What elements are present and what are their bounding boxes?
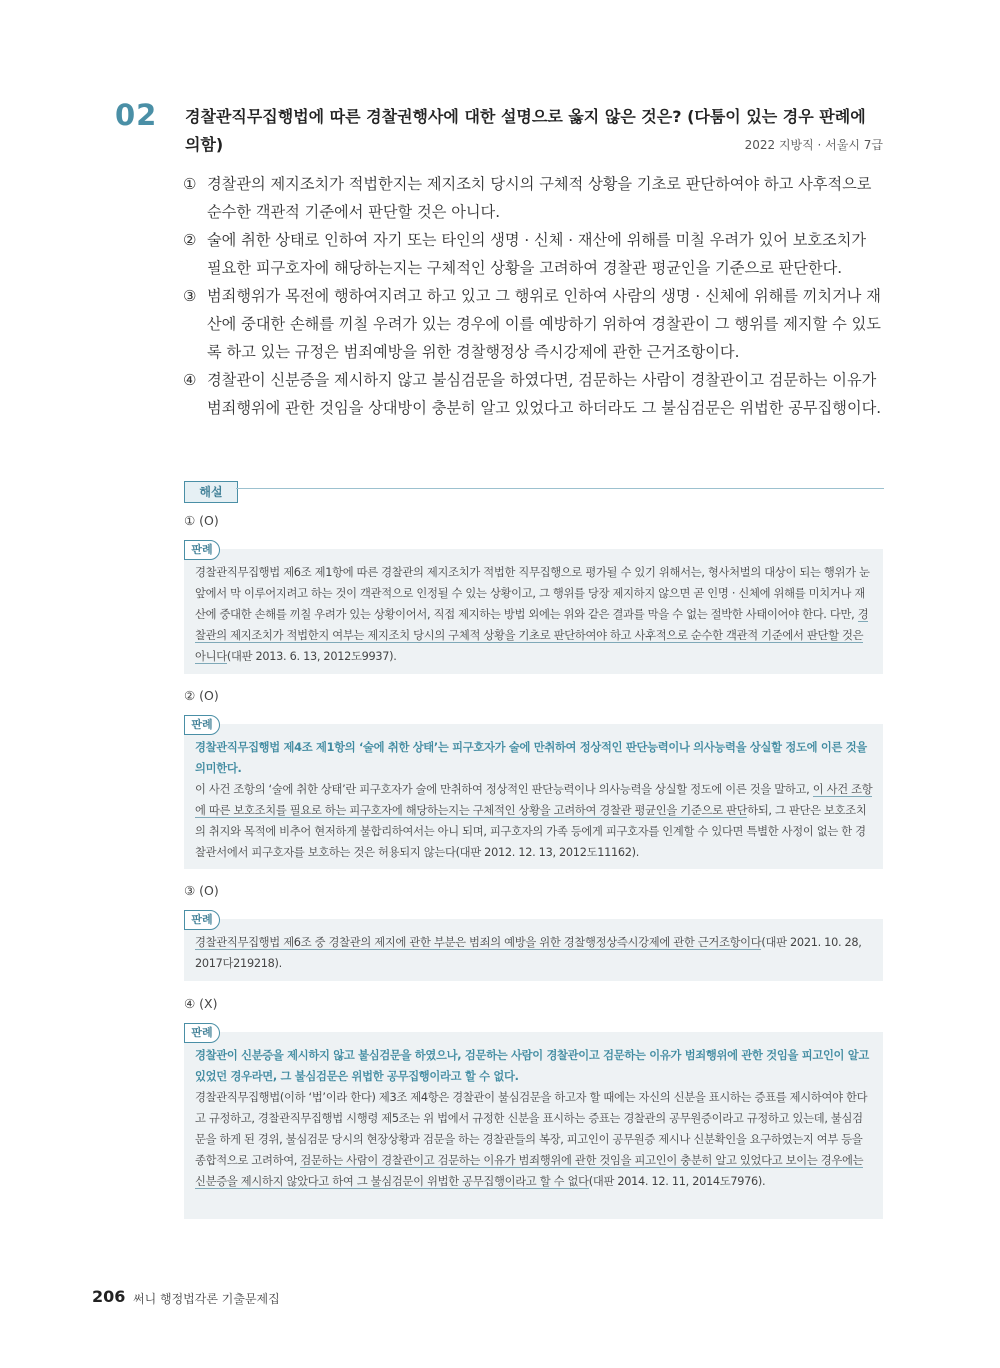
option-text: 술에 취한 상태로 인하여 자기 또는 타인의 생명 · 신체 · 재산에 위해를 미칠 우려가 있어 보호조치가 필요한 피구호자에 해당하는지는 구체적인 상황을 고려하여 경찰관 평균인을 기준으로 판단한다. bbox=[207, 231, 867, 277]
question-source: 2022 지방직 · 서울시 7급 bbox=[744, 138, 883, 152]
case-highlight: 경찰관직무집행법 제4조 제1항의 ‘술에 취한 상태’는 피구호자가 술에 만취하여 정상적인 판단능력이나 의사능력을 상실할 정도에 이른 것을 의미한다. bbox=[195, 741, 867, 775]
case-box-2 bbox=[184, 724, 883, 869]
option-number: ② bbox=[183, 231, 197, 249]
option-3 bbox=[183, 282, 885, 366]
book-title: 써니 행정법각론 기출문제집 bbox=[133, 1292, 280, 1306]
case-text bbox=[195, 562, 873, 667]
page-number: 206 bbox=[92, 1287, 126, 1306]
case-text bbox=[195, 1087, 873, 1192]
case-underline: 경찰관의 제지조치가 적법한지 여부는 제지조치 당시의 구체적 상황을 기초로 판단하여야 하고 사후적으로 순수한 객관적 기준에서 판단할 것은 아니다 bbox=[195, 608, 869, 663]
case-underline: 경찰관직무집행법 제6조 중 경찰관의 제지에 관한 부분은 범죄의 예방을 위한 경찰행정상즉시강제에 관한 근거조항이다 bbox=[195, 936, 762, 949]
case-plain: 이 사건 조항의 ‘술에 취한 상태’란 피구호자가 술에 만취하여 정상적인 판단능력이나 의사능력을 상실할 정도에 이른 것을 말하고, bbox=[195, 783, 813, 796]
case-citation: (대판 2021. 10. 28, 2017다219218). bbox=[195, 936, 862, 970]
case-tag: 판례 bbox=[184, 715, 220, 735]
case-box-4 bbox=[184, 1032, 883, 1219]
case-citation: (대판 2012. 12. 13, 2012도11162). bbox=[455, 846, 640, 859]
case-plain: 경찰관직무집행법(이하 ‘법’이라 한다) 제3조 제4항은 경찰관이 불심검문을 하고자 할 때에는 자신의 신분을 표시하는 증표를 제시하여야 한다고 규정하고, 경찰관직무집행법 시행령 제5조는 위 법에서 규정한 신분을 표시하는 증표는 경찰관의 공무원증이라고 규정하고 있는데, 불심검문을 하게 된 경위, 불심검문 당시의 현장상황과 검문을 하는 경찰관들의 복장, 피고인이 공무원증 제시나 신분확인을 요구하였는지 여부 등을 종합적으로 고려하여, bbox=[195, 1091, 868, 1167]
divider bbox=[236, 488, 884, 489]
option-text: 범죄행위가 목전에 행하여지려고 하고 있고 그 행위로 인하여 사람의 생명 · 신체에 위해를 끼치거나 재산에 중대한 손해를 끼칠 우려가 있는 경우에 이를 예방하기 위하여 경찰관이 그 행위를 제지할 수 있도록 하고 있는 규정은 범죄예방을 위한 경찰행정상 즉시강제에 관한 근거조항이다. bbox=[207, 287, 881, 361]
case-text bbox=[195, 779, 873, 863]
answer-2: ② (O) bbox=[184, 688, 219, 703]
option-number: ① bbox=[183, 175, 197, 193]
case-tag: 판례 bbox=[184, 910, 220, 930]
case-citation: (대판 2014. 12. 11, 2014도7976). bbox=[588, 1175, 766, 1188]
option-2 bbox=[183, 226, 885, 282]
option-4 bbox=[183, 366, 885, 422]
answer-options bbox=[183, 170, 885, 422]
case-tag: 판례 bbox=[184, 1023, 220, 1043]
case-plain: 하되, 그 판단은 보호조치의 취지와 목적에 비추어 현저하게 불합리하여서는 아니 되며, 피구호자의 가족 등에게 피구호자를 인계할 수 있다면 특별한 사정이 없는 한 경찰관서에서 피구호자를 보호하는 것은 허용되지 않는다 bbox=[195, 804, 867, 859]
case-box-1 bbox=[184, 549, 883, 674]
question-number: 02 bbox=[115, 98, 158, 132]
case-plain: 경찰관직무집행법 제6조 제1항에 따른 경찰관의 제지조치가 적법한 직무집행으로 평가될 수 있기 위해서는, 형사처벌의 대상이 되는 행위가 눈앞에서 막 이루어지려고 하는 것이 객관적으로 인정될 수 있는 상황이고, 그 행위를 당장 제지하지 않으면 곧 인명 · 신체에 위해를 미치거나 재산에 중대한 손해를 끼칠 우려가 있는 상황이어서, 직접 제지하는 방법 외에는 위와 같은 결과를 막을 수 없는 절박한 사태이어야 한다. 다만, bbox=[195, 566, 870, 621]
case-box-3 bbox=[184, 919, 883, 981]
answer-3: ③ (O) bbox=[184, 883, 219, 898]
option-1 bbox=[183, 170, 885, 226]
option-number: ④ bbox=[183, 371, 197, 389]
case-underline: 검문하는 사람이 경찰관이고 검문하는 이유가 범죄행위에 관한 것임을 피고인이 충분히 알고 있었다고 보이는 경우에는 신분증을 제시하지 않았다고 하여 그 불심검문이 위법한 공무집행이라고 할 수 없다 bbox=[195, 1154, 864, 1188]
answer-4: ④ (X) bbox=[184, 996, 218, 1011]
question-title: 경찰관직무집행법에 따른 경찰권행사에 대한 설명으로 옳지 않은 것은? (다툼이 있는 경우 판례에 의함) bbox=[185, 107, 866, 154]
answer-1: ① (O) bbox=[184, 513, 219, 528]
option-text: 경찰관이 신분증을 제시하지 않고 불심검문을 하였다면, 검문하는 사람이 경찰관이고 검문하는 이유가 범죄행위에 관한 것임을 상대방이 충분히 알고 있었다고 하더라도 그 불심검문은 위법한 공무집행이다. bbox=[207, 371, 882, 417]
explanation-tab: 해설 bbox=[184, 481, 238, 503]
case-citation: (대판 2013. 6. 13, 2012도9937). bbox=[226, 650, 397, 663]
case-highlight: 경찰관이 신분증을 제시하지 않고 불심검문을 하였으나, 검문하는 사람이 경찰관이고 검문하는 이유가 범죄행위에 관한 것임을 피고인이 알고 있었던 경우라면, 그 불심검문은 위법한 공무집행이라고 할 수 없다. bbox=[195, 1049, 870, 1083]
case-tag: 판례 bbox=[184, 540, 220, 560]
option-text: 경찰관의 제지조치가 적법한지는 제지조치 당시의 구체적 상황을 기초로 판단하여야 하고 사후적으로 순수한 객관적 기준에서 판단할 것은 아니다. bbox=[207, 175, 872, 221]
case-text bbox=[195, 932, 873, 974]
case-underline: 이 사건 조항에 따른 보호조치를 필요로 하는 피구호자에 해당하는지는 구체적인 상황을 고려하여 경찰관 평균인을 기준으로 판단 bbox=[195, 783, 873, 817]
option-number: ③ bbox=[183, 287, 197, 305]
